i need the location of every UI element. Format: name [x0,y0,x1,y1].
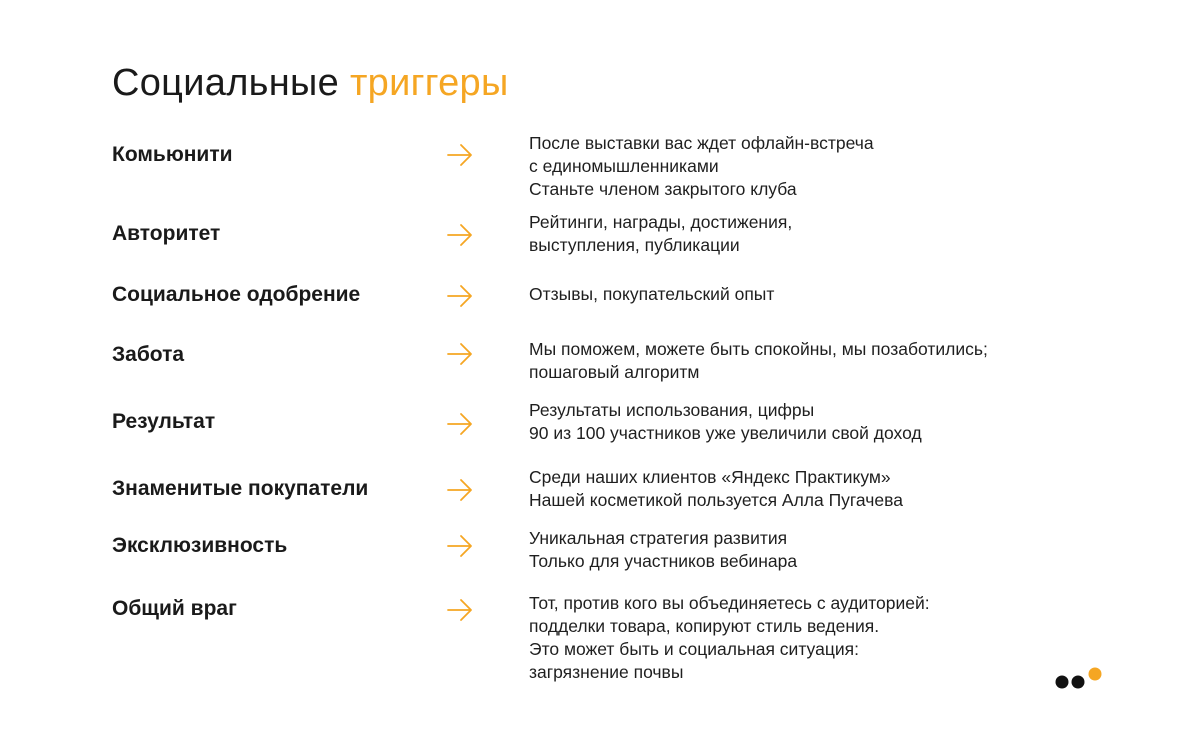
description-line: пошаговый алгоритм [529,362,700,382]
description-line: Это может быть и социальная ситуация: [529,639,859,659]
description-line: Станьте членом закрытого клуба [529,179,797,199]
trigger-label: Авторитет [112,222,221,245]
description-line: Только для участников вебинара [529,551,798,571]
trigger-description [529,527,1089,573]
description-line: Среди наших клиентов «Яндекс Практикум» [529,467,891,487]
arrow-right-icon [446,142,474,168]
description-line: выступления, публикации [529,235,740,255]
description-line: Мы поможем, можете быть спокойны, мы позаботились; [529,339,988,359]
description-line: Тот, против кого вы объединяетесь с аудиторией: [529,593,930,613]
description-line: Нашей косметикой пользуется Алла Пугачева [529,490,903,510]
three-dots-logo-icon [1054,666,1106,692]
page-title-accent: триггеры [349,62,509,104]
trigger-description [529,211,1089,257]
description-line: подделки товара, копируют стиль ведения. [529,616,880,636]
trigger-description [529,466,1089,512]
arrow-right-icon [446,283,474,309]
description-line: После выставки вас ждет офлайн-встреча [529,133,874,153]
trigger-description [529,592,1089,684]
trigger-description [529,399,1089,445]
arrow-right-icon [446,222,474,248]
trigger-label: Результат [112,410,216,433]
page-title-main: Социальные [112,62,340,104]
trigger-label: Общий враг [112,597,237,620]
description-line: Рейтинги, награды, достижения, [529,212,793,232]
trigger-label: Эксклюзивность [112,534,288,557]
description-line: 90 из 100 участников уже увеличили свой доход [529,423,922,443]
trigger-description [529,283,1089,306]
description-line: с единомышленниками [529,156,719,176]
arrow-right-icon [446,597,474,623]
arrow-right-icon [446,477,474,503]
description-line: Результаты использования, цифры [529,400,815,420]
description-line: Уникальная стратегия развития [529,528,788,548]
trigger-description [529,132,1089,201]
arrow-right-icon [446,341,474,367]
arrow-right-icon [446,411,474,437]
arrow-right-icon [446,533,474,559]
trigger-label: Забота [112,343,185,366]
page-title [112,62,509,105]
description-line: загрязнение почвы [529,662,684,682]
description-line: Отзывы, покупательский опыт [529,284,775,304]
trigger-label: Комьюнити [112,143,233,166]
trigger-description [529,338,1089,384]
trigger-label: Социальное одобрение [112,283,361,306]
trigger-label: Знаменитые покупатели [112,477,369,500]
